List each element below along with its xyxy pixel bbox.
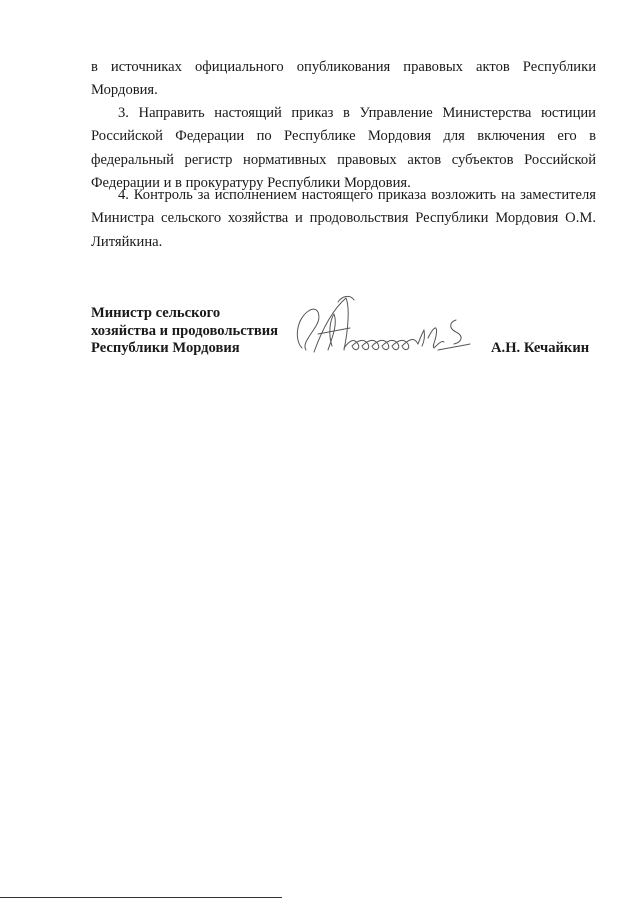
paragraph-text: 4. Контроль за исполнением настоящего приказа возложить на заместителя Министра сельского хозяйства и продовольствия Республики Мордовия О.М. Литяйкина. xyxy=(91,187,596,250)
footer-divider xyxy=(0,897,282,898)
signatory-title-line: Республики Мордовия xyxy=(91,340,240,357)
paragraph-continuation xyxy=(91,56,596,103)
signatory-title-line: хозяйства и продовольствия xyxy=(91,322,279,339)
signatory-name: А.Н. Кечайкин xyxy=(491,340,590,356)
handwritten-signature xyxy=(288,290,478,365)
paragraph-text: в источниках официального опубликования правовых актов Республики Мордовия. xyxy=(91,59,596,99)
paragraph-item-3 xyxy=(91,102,596,196)
paragraph-text: 3. Направить настоящий приказ в Управление Министерства юстиции Российской Федерации по Республике Мордовия для включения его в федеральный регистр нормативных правовых актов субъектов Российской Федерации и в прокуратуру Республики Мордовия. xyxy=(91,105,596,192)
signatory-title xyxy=(91,305,278,358)
signatory-title-line: Министр сельского xyxy=(91,305,221,321)
paragraph-item-4 xyxy=(91,184,596,254)
